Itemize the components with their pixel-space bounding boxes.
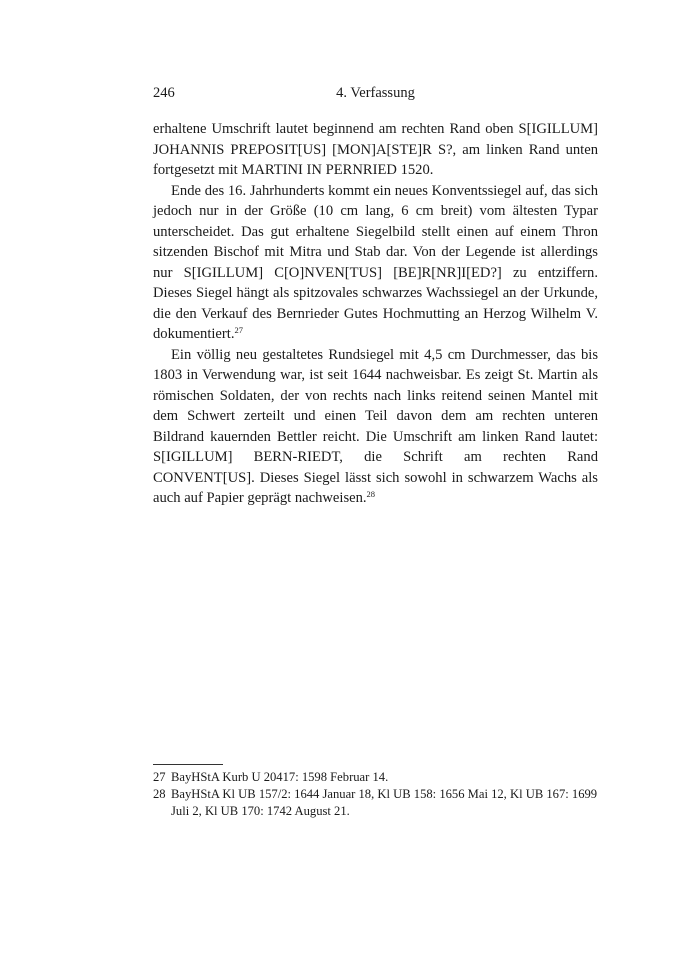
page-header <box>153 85 598 105</box>
footnote-text: BayHStA Kl UB 157/2: 1644 Januar 18, Kl UB 158: 1656 Mai 12, Kl UB 167: 1699 Juli 2, Kl UB 170: 1742 August 21. <box>171 787 598 818</box>
running-title: 4. Verfassung <box>336 85 415 101</box>
paragraph-2 <box>153 181 598 345</box>
body-text <box>153 119 598 509</box>
footnote-divider <box>153 764 223 765</box>
paragraph-1-text: erhaltene Umschrift lautet beginnend am rechten Rand oben S[IGILLUM] JOHANNIS PREPOSIT[US] [MON]A[STE]R S?, am linken Rand unten fortgesetzt mit MARTINI IN PERNRIED 1520. <box>153 121 598 178</box>
footnote-text: BayHStA Kurb U 20417: 1598 Februar 14. <box>171 770 389 784</box>
paragraph-3 <box>153 345 598 509</box>
footnote-number: 27 <box>153 770 166 784</box>
footnote-27 <box>153 769 598 786</box>
footnote-number: 28 <box>153 787 166 801</box>
page-number: 246 <box>153 85 175 101</box>
paragraph-2-text: Ende des 16. Jahrhunderts kommt ein neues Konventssiegel auf, das sich jedoch nur in der Größe (10 cm lang, 6 cm breit) vom ältesten Typar unterscheidet. Das gut erhaltene Siegelbild stellt einen auf einem Thron sitzenden Bischof mit Mitra und Stab dar. Von der Legende ist allerdings nur S[IGILLUM] C[O]NVEN[TUS] [BE]R[NR]I[ED?] zu entziffern. Dieses Siegel hängt als spitzovales schwarzes Wachssiegel an der Urkunde, die den Verkauf des Bernrieder Gutes Hochmutting an Herzog Wilhelm V. dokumentiert. <box>153 182 598 342</box>
footnote-ref-27[interactable]: 27 <box>234 325 243 335</box>
paragraph-1 <box>153 119 598 181</box>
footnote-28 <box>153 786 598 820</box>
footnote-ref-28[interactable]: 28 <box>366 489 376 499</box>
footnotes <box>153 769 598 820</box>
paragraph-3-text: Ein völlig neu gestaltetes Rundsiegel mit 4,5 cm Durchmesser, das bis 1803 in Verwendung war, ist seit 1644 nachweisbar. Es zeigt St. Martin als römischen Soldaten, der von rechts nach links reitend seinen Mantel mit dem Schwert zerteilt und einen Teil davon dem am rechten unteren Bildrand kauernden Bettler reicht. Die Umschrift am linken Rand lautet: S[IGILLUM] BERN-RIEDT, die Schrift am rechten Rand CONVENT[US]. Dieses Siegel lässt sich sowohl in schwarzem Wachs als auch auf Papier geprägt nachweisen. <box>153 346 598 506</box>
